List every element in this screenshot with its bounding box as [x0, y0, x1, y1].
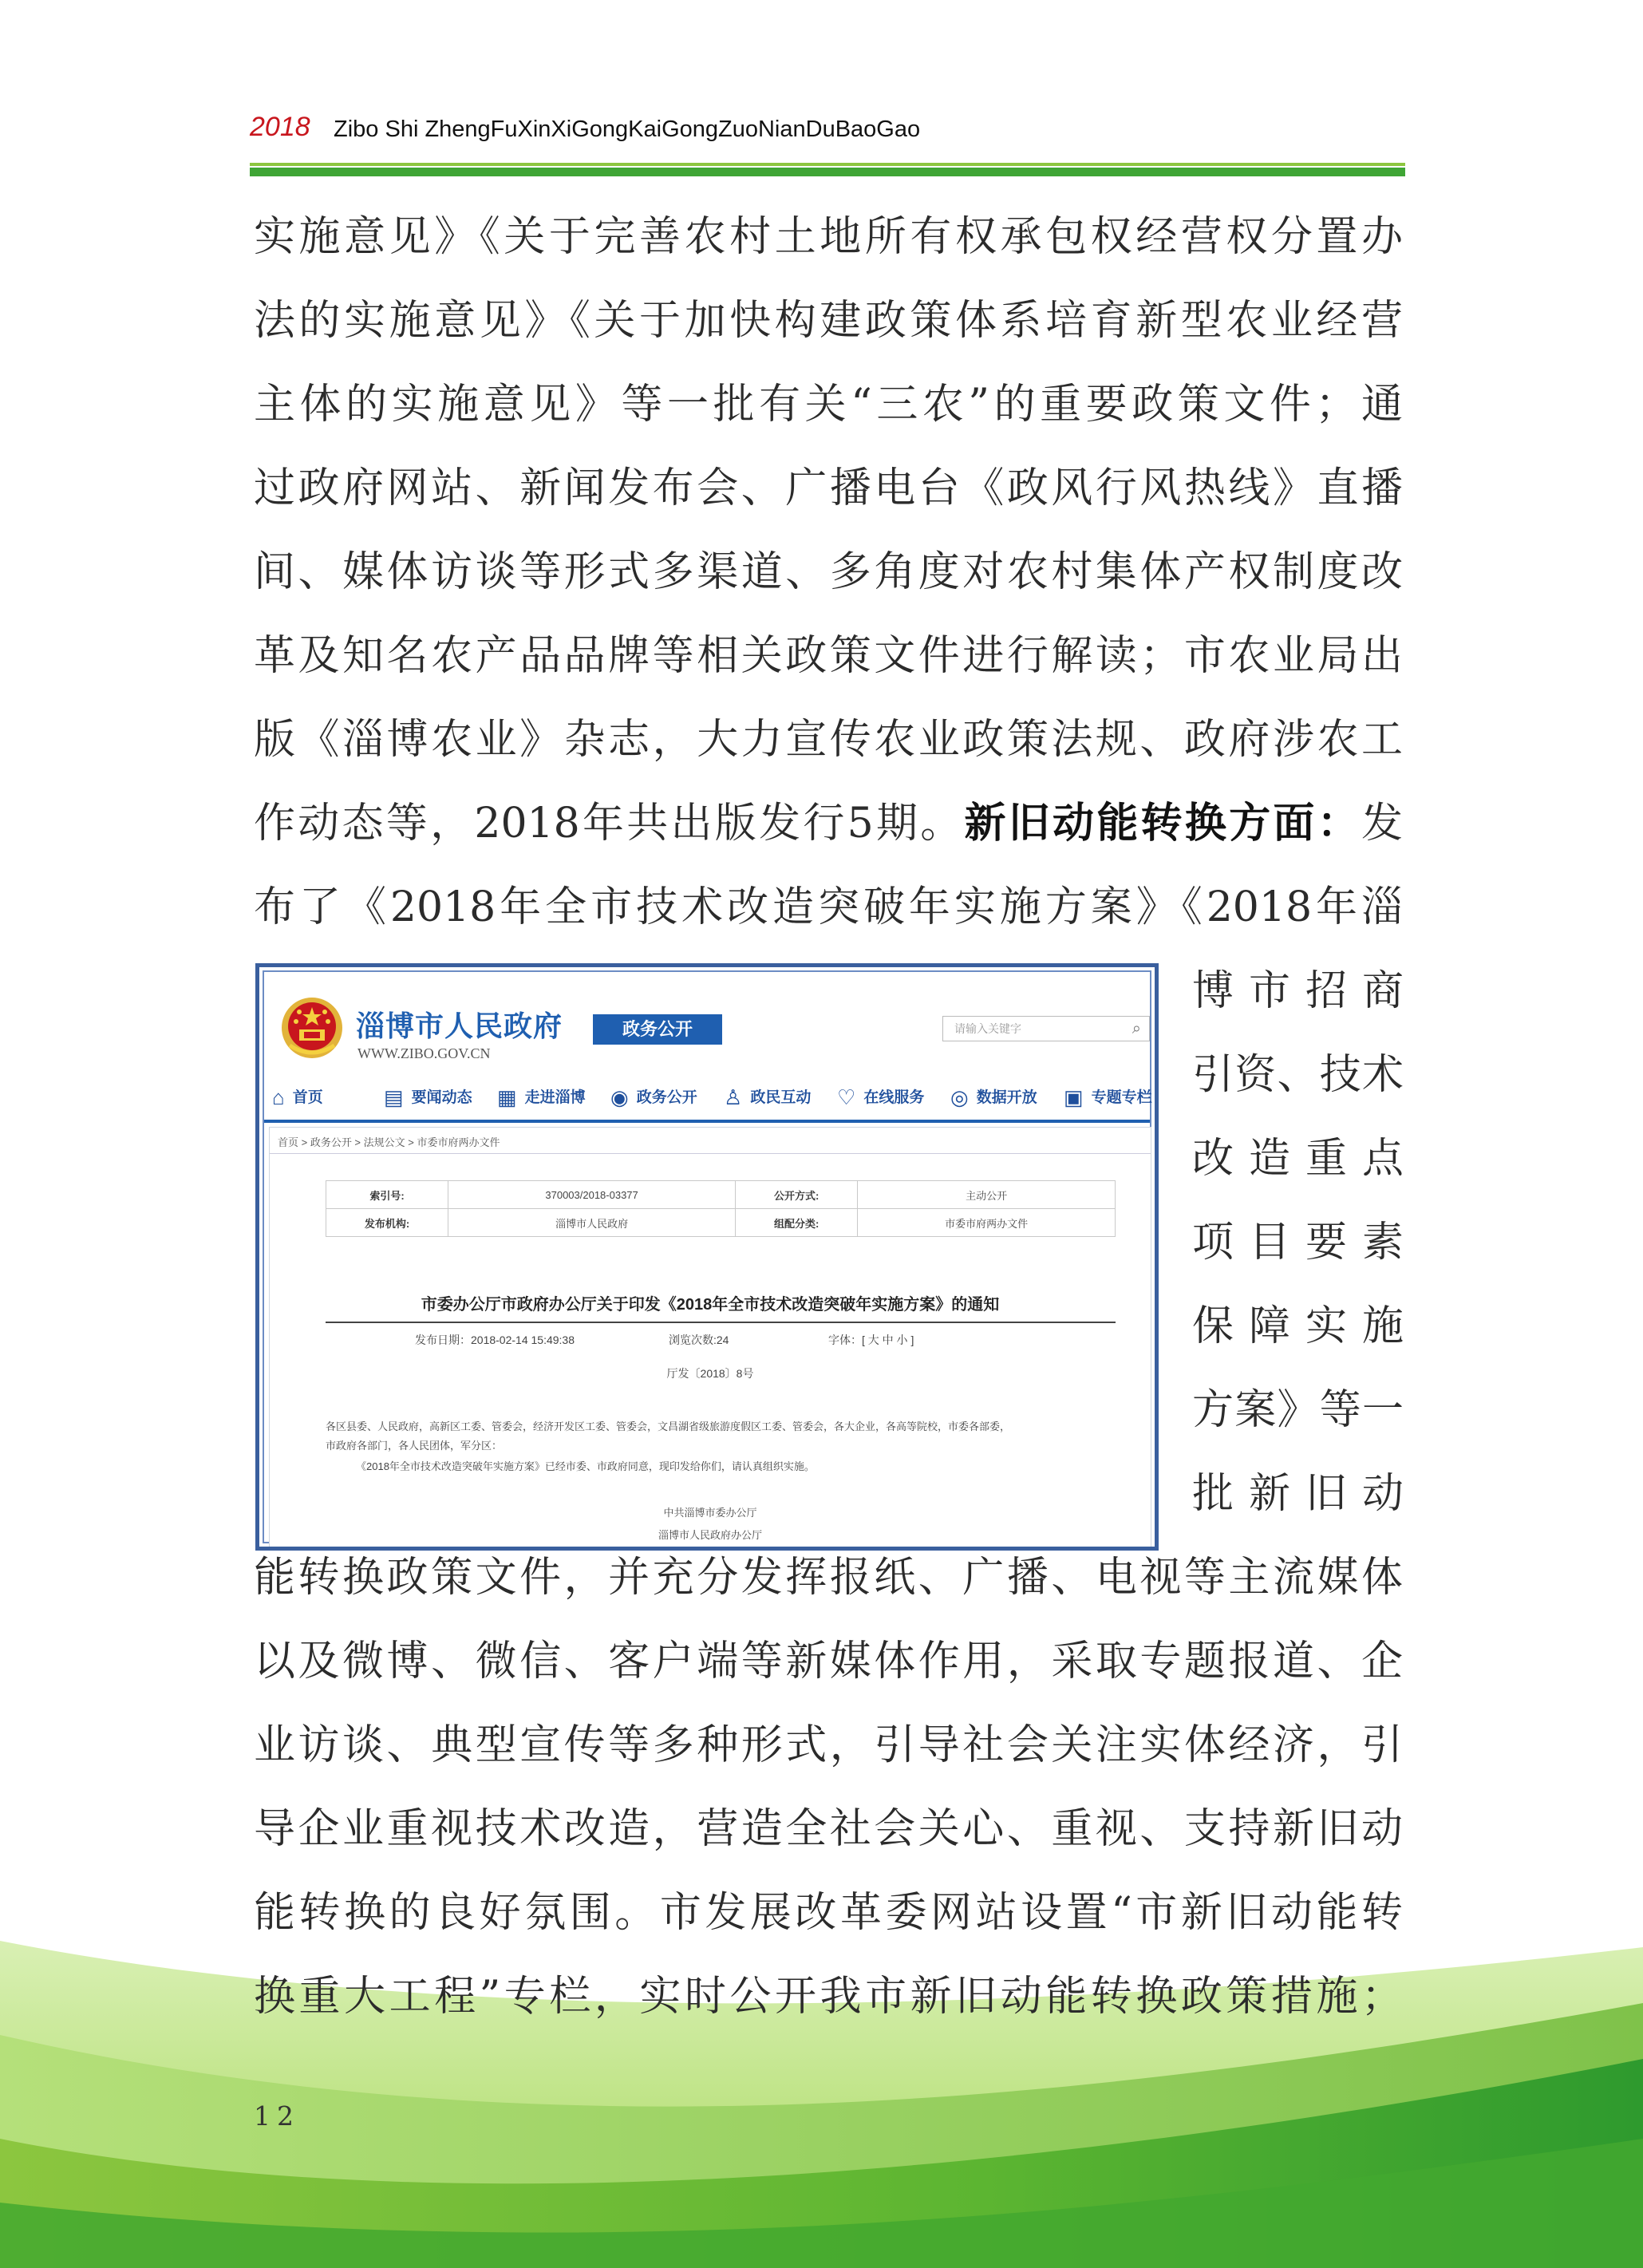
page-number: 12 [254, 2100, 300, 2132]
body-line-mixed [254, 792, 1403, 855]
national-emblem-icon [280, 996, 344, 1060]
body-line: 布了《2018年全市技术改造突破年实施方案》《2018年淄 [254, 883, 1403, 931]
body-line: 版《淄博农业》杂志，大力宣传农业政策法规、政府涉农工 [254, 716, 1403, 764]
nav-item-about: ▦ 走进淄博 [497, 1081, 586, 1114]
search-placeholder: 请输入关键字 [954, 1022, 1021, 1035]
meta-value: 主动公开 [858, 1181, 1116, 1209]
site-url: WWW.ZIBO.GOV.CN [357, 1045, 491, 1061]
nav-item-news: ▤ 要闻动态 [384, 1081, 472, 1114]
site-badge: 政务公开 [593, 1014, 722, 1045]
document-views: 浏览次数:24 [669, 1334, 729, 1346]
table-row [326, 1181, 1116, 1209]
document-signatory: 淄博市人民政府办公厅 [658, 1529, 762, 1541]
body-line: 以及微博、微信、客户端等新媒体作用，采取专题报道、企 [254, 1638, 1403, 1685]
table-row [326, 1209, 1116, 1237]
side-line: 项目要素 [1192, 1219, 1404, 1266]
nav-item-home: ⌂ 首页 [272, 1081, 323, 1114]
footer-green-wave [0, 1899, 1643, 2268]
breadcrumb: 首页 > 政务公开 > 法规公文 > 市委市府两办文件 [278, 1136, 500, 1148]
nav-item-topics: ▣ 专题专栏 [1064, 1081, 1152, 1114]
nav-item-services: ♡ 在线服务 [837, 1081, 924, 1114]
side-line: 引资、技术 [1192, 1051, 1404, 1099]
document-number: 厅发〔2018〕8号 [666, 1367, 754, 1380]
site-name: 淄博市人民政府 [356, 1010, 563, 1042]
header-rule-thick [250, 168, 1405, 176]
body-line: 间、媒体访谈等形式多渠道、多角度对农村集体产权制度改 [254, 548, 1403, 596]
header-year: 2018 [250, 112, 310, 142]
side-line: 批新旧动 [1192, 1470, 1404, 1518]
document-paragraph: 各区县委、人民政府，高新区工委、管委会，经济开发区工委、管委会，文昌湖省级旅游度假区工委、管委会，各大企业，各高等院校，市委各部委， [326, 1420, 1011, 1432]
section-heading-new-old-drivers: 新旧动能转换方面： [964, 800, 1361, 848]
header-rule-thin [250, 163, 1405, 166]
meta-value: 370003/2018-03377 [448, 1181, 736, 1209]
body-line: 换重大工程”专栏，实时公开我市新旧动能转换政策措施； [254, 1973, 1403, 2021]
nav-item-data: ◎ 数据开放 [950, 1081, 1037, 1114]
meta-label: 公开方式: [736, 1181, 858, 1209]
metadata-table [326, 1180, 1116, 1237]
body-line: 革及知名农产品品牌等相关政策文件进行解读；市农业局出 [254, 632, 1403, 680]
body-line: 能转换的良好氛围。市发展改革委网站设置“市新旧动能转 [254, 1889, 1403, 1937]
body-line: 过政府网站、新闻发布会、广播电台《政风行风热线》直播 [254, 464, 1403, 512]
document-title-rule [326, 1322, 1116, 1323]
side-line: 方案》等一 [1192, 1386, 1404, 1434]
user-icon: ♙ [724, 1085, 743, 1109]
font-size-selector: 字体：[ 大 中 小 ] [828, 1334, 914, 1346]
side-line: 保障实施 [1192, 1302, 1404, 1350]
document-title: 市委办公厅市政府办公厅关于印发《2018年全市技术改造突破年实施方案》的通知 [421, 1296, 1000, 1314]
side-line: 改造重点 [1192, 1135, 1404, 1183]
site-search-input [942, 1016, 1150, 1041]
breadcrumb-divider [270, 1153, 1151, 1154]
document-paragraph: 《2018年全市技术改造突破年实施方案》已经市委、市政府同意，现印发给你们，请认真组织实施。 [356, 1460, 815, 1472]
website-screenshot [255, 963, 1159, 1551]
side-line: 博市招商 [1192, 967, 1404, 1015]
eye-icon: ◉ [610, 1085, 629, 1109]
header-title: Zibo Shi ZhengFuXinXiGongKaiGongZuoNianDuBaoGao [334, 117, 921, 142]
body-line: 实施意见》《关于完善农村土地所有权承包权经营权分置办 [254, 213, 1403, 261]
building-icon: ▦ [497, 1085, 517, 1109]
body-line: 能转换政策文件，并充分发挥报纸、广播、电视等主流媒体 [254, 1554, 1403, 1602]
document-signatory: 中共淄博市委办公厅 [663, 1507, 757, 1519]
database-icon: ◎ [950, 1085, 969, 1109]
chat-icon: ♡ [837, 1085, 856, 1109]
document-date: 发布日期：2018-02-14 15:49:38 [415, 1334, 575, 1346]
nav-item-open-gov: ◉ 政务公开 [610, 1081, 697, 1114]
body-line: 业访谈、典型宣传等多种形式，引导社会关注实体经济，引 [254, 1721, 1403, 1769]
site-nav [272, 1081, 1150, 1116]
screenshot-frame [263, 970, 1151, 1543]
document-paragraph: 市政府各部门，各人民团体，军分区： [326, 1440, 503, 1452]
document-icon: ▣ [1064, 1085, 1084, 1109]
home-icon: ⌂ [272, 1085, 285, 1109]
document-panel [269, 1127, 1151, 1550]
nav-divider [264, 1120, 1150, 1123]
body-text: 发 [1361, 800, 1403, 848]
body-line: 主体的实施意见》等一批有关“三农”的重要政策文件；通 [254, 381, 1403, 429]
body-line: 导企业重视技术改造，营造全社会关心、重视、支持新旧动 [254, 1805, 1403, 1853]
search-icon: ⌕ [1132, 1020, 1141, 1037]
meta-value: 淄博市人民政府 [448, 1209, 736, 1237]
body-text: 作动态等，2018年共出版发行5期。 [254, 800, 965, 848]
meta-value: 市委市府两办文件 [858, 1209, 1116, 1237]
nav-item-interaction: ♙ 政民互动 [724, 1081, 811, 1114]
news-icon: ▤ [384, 1085, 404, 1109]
meta-label: 发布机构: [326, 1209, 448, 1237]
meta-label: 组配分类: [736, 1209, 858, 1237]
meta-label: 索引号: [326, 1181, 448, 1209]
body-line: 法的实施意见》《关于加快构建政策体系培育新型农业经营 [254, 297, 1403, 345]
